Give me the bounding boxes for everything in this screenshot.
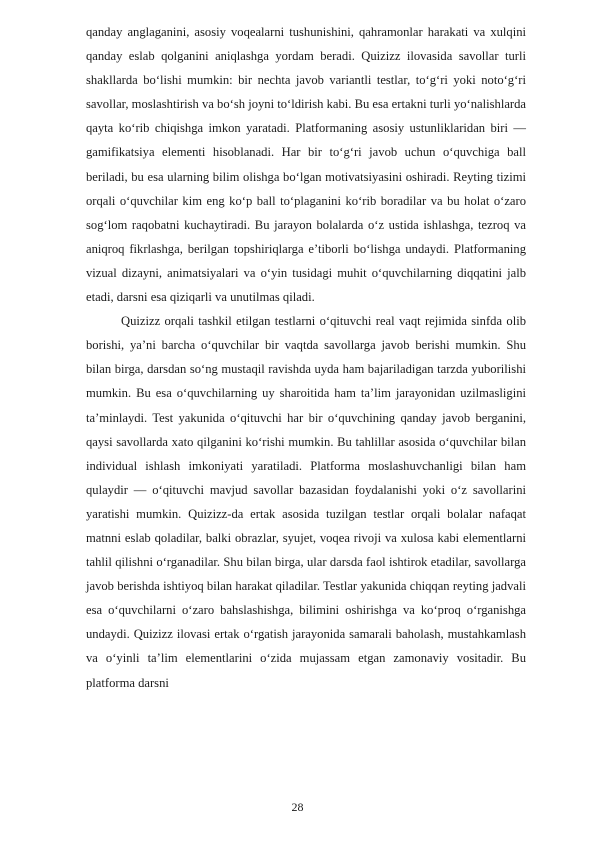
paragraph-continuation: qanday anglaganini, asosiy voqealarni tushunishini, qahramonlar harakati va xulqini qanday eslab qolganini aniqlashga yordam beradi. Quizizz ilovasida savollar turli shakllarda bo‘lishi mumkin: bir nechta javob variantli testlar, to‘g‘ri yoki noto‘g‘ri savollar, moslashtirish va bo‘sh joyni to‘ldirish kabi. Bu esa ertakni turli yo‘nalishlarda qayta ko‘rib chiqishga imkon yaratadi. Platformaning asosiy ustunliklaridan biri — gamifikatsiya elementi hisoblanadi. Har bir to‘g‘ri javob uchun o‘quvchiga ball beriladi, bu esa ularning bilim olishga bo‘lgan motivatsiyasini oshiradi. Reyting tizimi orqali o‘quvchilar kim eng ko‘p ball to‘plaganini ko‘rib boradilar va bu holat o‘zaro sog‘lom raqobatni kuchaytiradi. Bu jarayon bolalarda o‘z ustida ishlashga, tezroq va aniqroq fikrlashga, berilgan topshiriqlarga e’tiborli bo‘lishga undaydi. Platformaning vizual dizayni, animatsiyalari va o‘yin tusidagi muhit o‘quvchilarning diqqatini jalb etadi, darsni esa qiziqarli va unutilmas qiladi. bbox=[86, 25, 526, 305]
body-text bbox=[86, 20, 526, 695]
paragraph-quizizz-realtime: Quizizz orqali tashkil etilgan testlarni o‘qituvchi real vaqt rejimida sinfda olib borishi, ya’ni barcha o‘quvchilar bir vaqtda savollarga javob berishi mumkin. Shu bilan birga, darsdan so‘ng mustaqil ravishda uyda ham bajariladigan tarzda yuborilishi mumkin. Bu esa o‘quvchilarning uy sharoitida ham ta’lim jarayonidan uzilmasligini ta’minlaydi. Test yakunida o‘qituvchi har bir o‘quvchining qanday javob berganini, qaysi savollarda xato qilganini ko‘rishi mumkin. Bu tahlillar asosida o‘quvchilar bilan individual ishlash imkoniyati yaratiladi. Platforma moslashuvchanligi bilan ham qulaydir — o‘qituvchi mavjud savollar bazasidan foydalanishi yoki o‘z savollarini yaratishi mumkin. Quizizz-da ertak asosida tuzilgan testlar orqali bolalar nafaqat matnni eslab qoladilar, balki obrazlar, syujet, voqea rivoji va xulosa kabi elementlarni tahlil qilishni o‘rganadilar. Shu bilan birga, ular darsda faol ishtirok etadilar, savollarga javob berishda ishtiyoq bilan harakat qiladilar. Testlar yakunida chiqqan reyting jadvali esa o‘quvchilarni o‘zaro bahslashishga, bilimini oshirishga va ko‘proq o‘rganishga undaydi. Quizizz ilovasi ertak o‘rgatish jarayonida samarali baholash, mustahkamlash va o‘yinli ta’lim elementlarini o‘zida mujassam etgan zamonaviy vositadir. Bu platforma darsni bbox=[86, 314, 526, 690]
page-number: 28 bbox=[291, 800, 304, 814]
